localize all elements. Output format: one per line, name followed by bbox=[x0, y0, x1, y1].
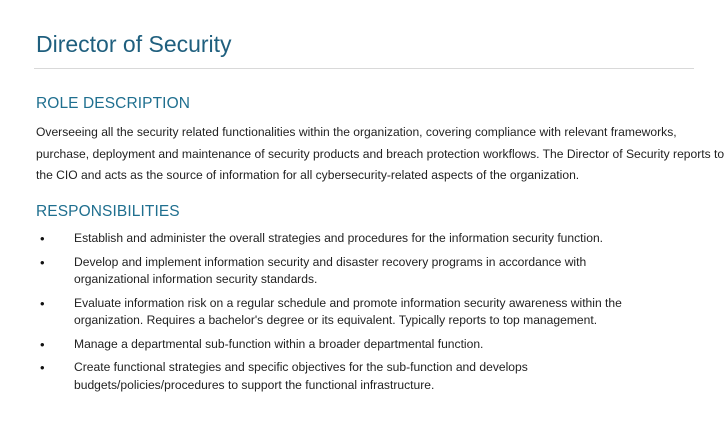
list-item-text: Develop and implement information security and disaster recovery programs in accordance with organizational information security standards. bbox=[74, 254, 587, 286]
responsibilities-list bbox=[36, 230, 696, 400]
bullet-icon: • bbox=[40, 254, 45, 270]
list-item bbox=[36, 336, 696, 354]
list-item bbox=[36, 359, 696, 394]
bullet-icon: • bbox=[40, 231, 45, 246]
responsibilities-heading: RESPONSIBILITIES bbox=[36, 203, 180, 220]
bullet-icon: • bbox=[40, 360, 45, 375]
bullet-icon: • bbox=[40, 336, 45, 352]
list-item bbox=[36, 254, 696, 289]
list-item-text: Manage a departmental sub-function within a broader departmental function. bbox=[74, 336, 484, 351]
role-description-text: Overseeing all the security related functionalities within the organization, covering compliance with relevant frameworks, purchase, deployment and maintenance of security products and breach protection workflows. The Director of Security reports to the CIO and acts as the source of information for all cybersecurity-related aspects of the organization. bbox=[36, 125, 725, 182]
bullet-icon: • bbox=[40, 295, 45, 311]
title-divider bbox=[34, 68, 694, 69]
list-item-text: Create functional strategies and specific objectives for the sub-function and develops budgets/policies/procedures to support the functional infrastructure. bbox=[74, 360, 528, 392]
list-item-text: Establish and administer the overall strategies and procedures for the information security function. bbox=[74, 231, 604, 245]
list-item-text: Evaluate information risk on a regular schedule and promote information security awareness within the organization. Requires a bachelor's degree or its equivalent. Typically reports to top management. bbox=[74, 295, 622, 327]
role-description-heading: ROLE DESCRIPTION bbox=[36, 95, 191, 112]
list-item bbox=[36, 230, 696, 248]
page-title: Director of Security bbox=[36, 31, 232, 57]
list-item bbox=[36, 295, 696, 330]
